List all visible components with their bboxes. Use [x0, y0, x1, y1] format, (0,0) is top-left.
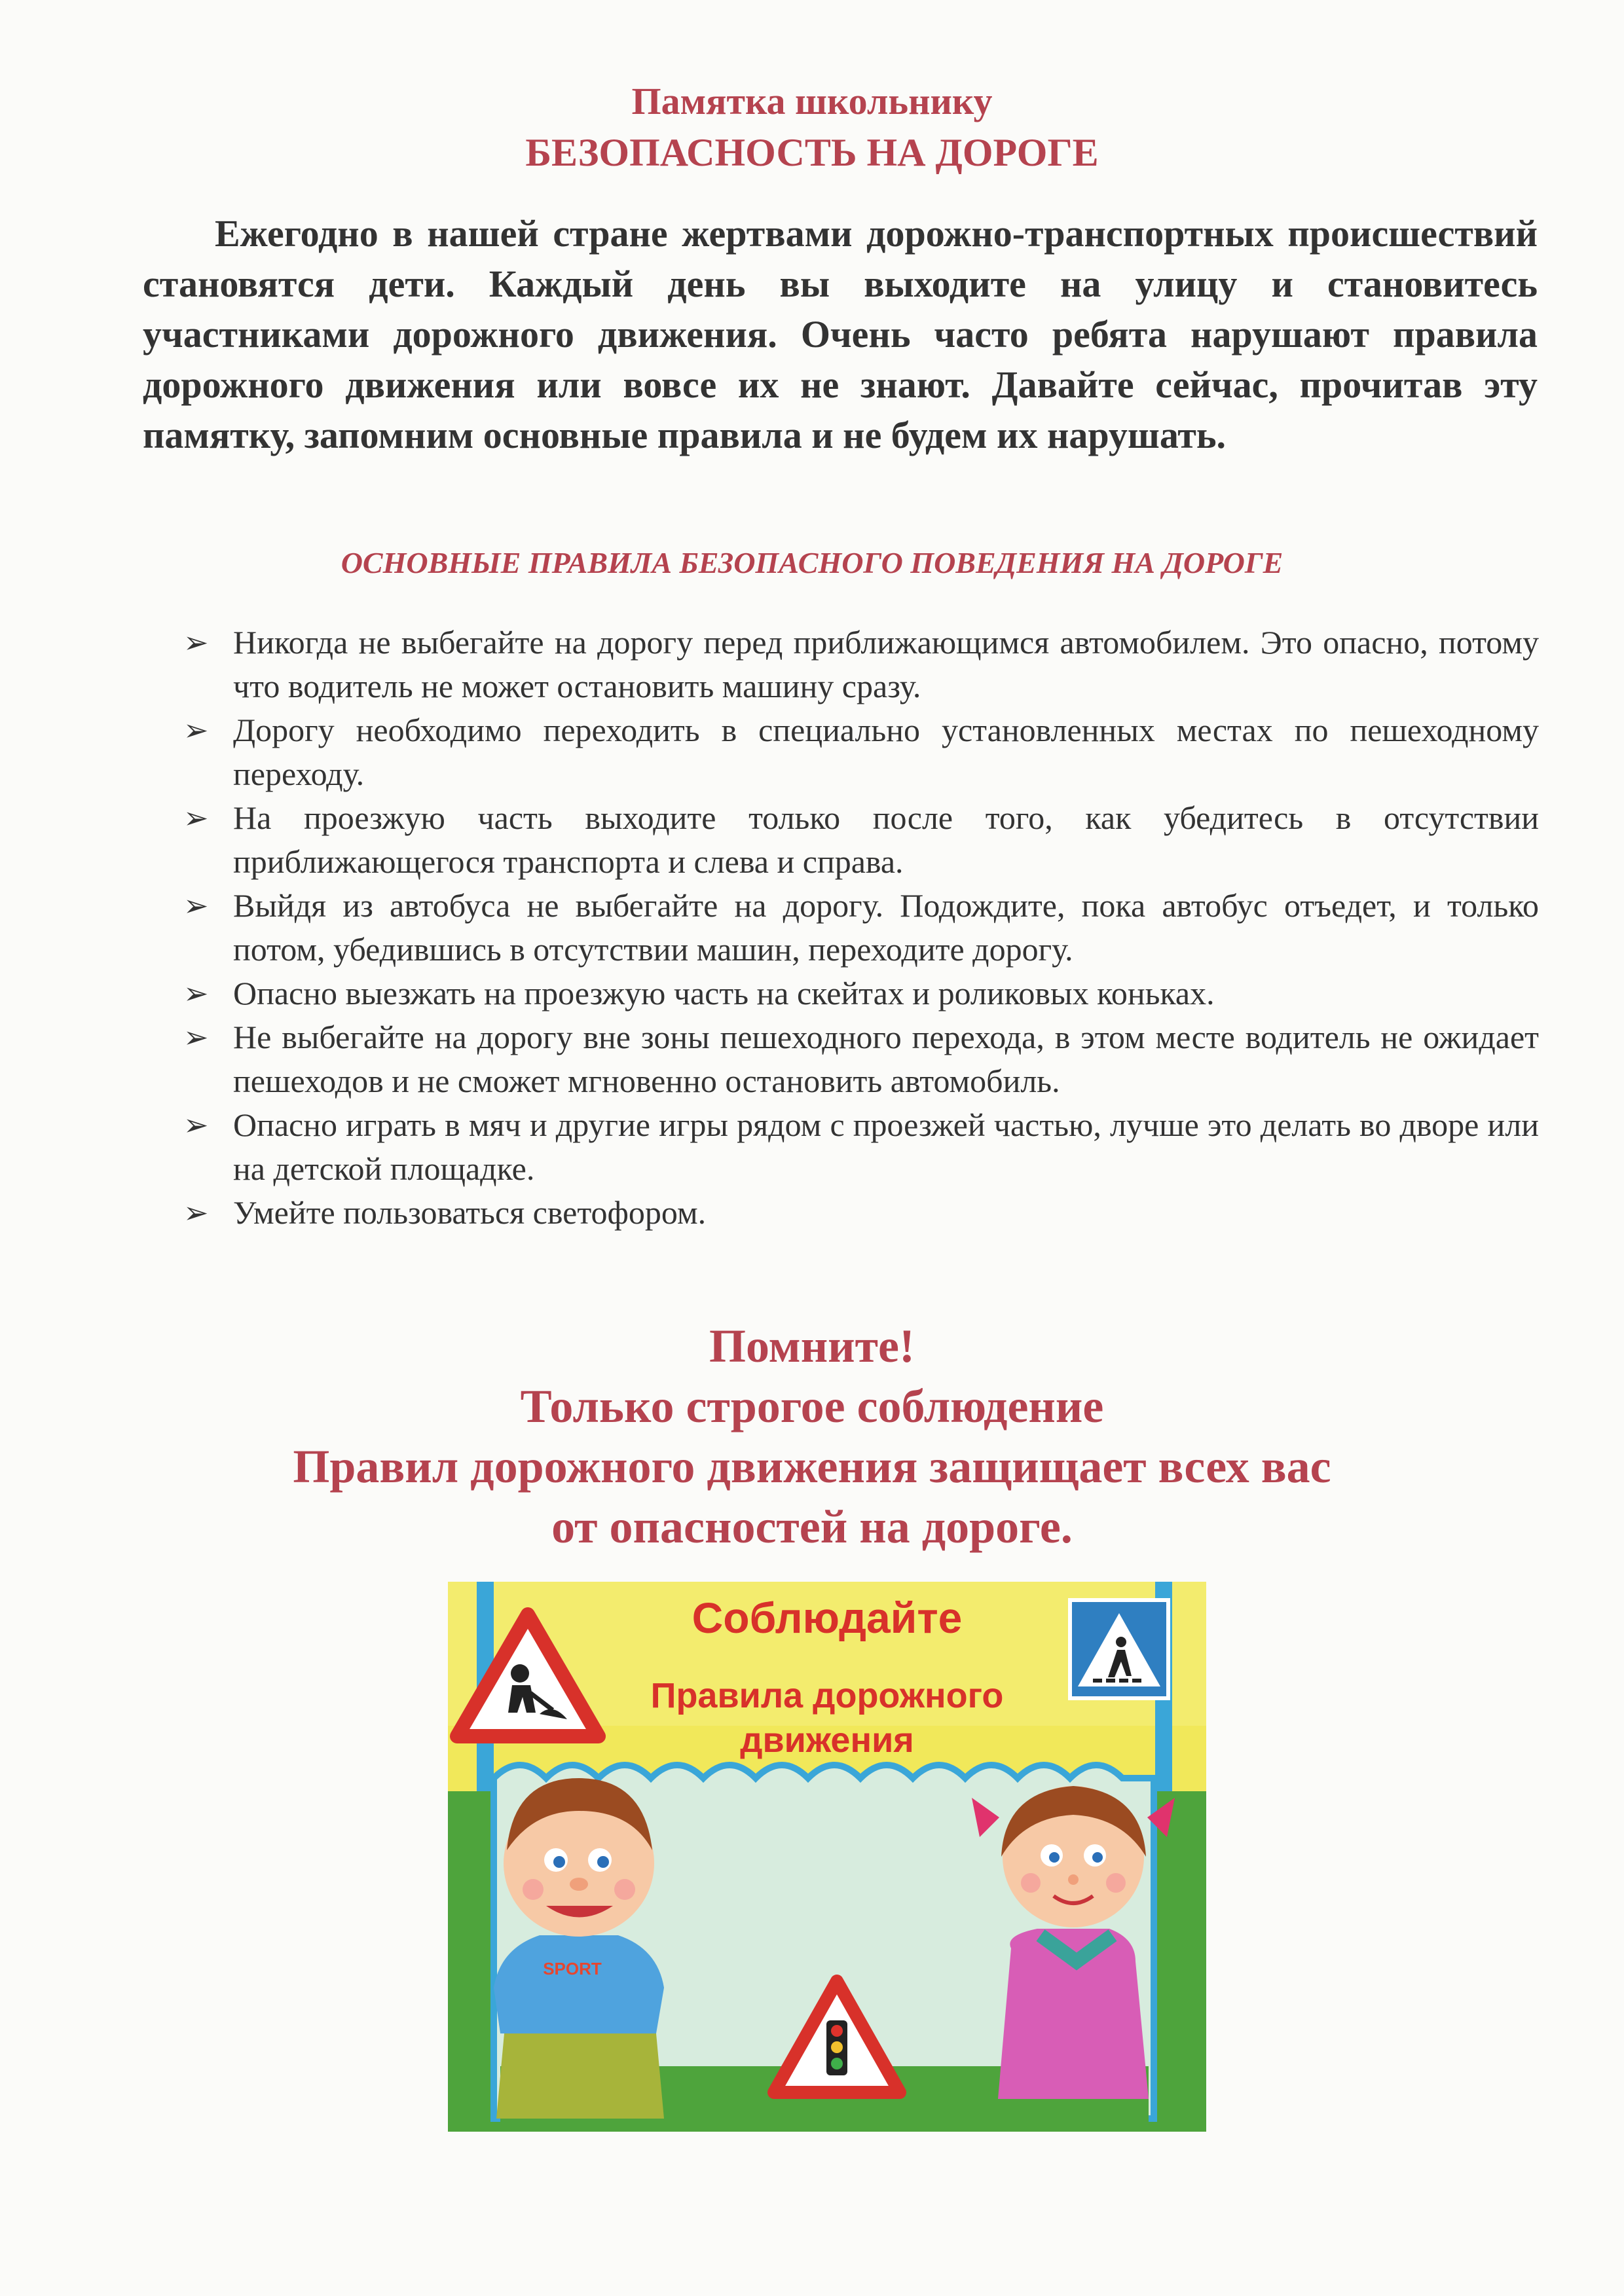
rule-item	[183, 796, 1539, 884]
rule-text: Не выбегайте на дорогу вне зоны пешеходного перехода, в этом месте водитель не ожидает пешеходов и не сможет мгновенно остановить автомобиль.	[233, 1019, 1539, 1099]
rule-item	[183, 972, 1539, 1015]
memo-subtitle: Памятка школьнику	[631, 80, 993, 122]
poster-title: Соблюдайте	[692, 1594, 963, 1642]
rules-list	[183, 621, 1539, 1235]
remember-line-2: Только строгое соблюдение	[520, 1380, 1104, 1432]
rule-item	[183, 621, 1539, 708]
memo-header	[0, 77, 1624, 179]
arrow-bullet-icon: ➢	[183, 1019, 209, 1055]
arrow-bullet-icon: ➢	[183, 975, 209, 1011]
arrow-bullet-icon: ➢	[183, 1107, 209, 1142]
rule-text: Опасно играть в мяч и другие игры рядом с проезжей частью, лучше это делать во дворе или на детской площадке.	[233, 1106, 1539, 1187]
rule-text: Опасно выезжать на проезжую часть на скейтах и роликовых коньках.	[233, 975, 1215, 1011]
remember-callout	[0, 1316, 1624, 1557]
rule-text: Умейте пользоваться светофором.	[233, 1194, 707, 1231]
rule-item	[183, 1103, 1539, 1191]
arrow-bullet-icon: ➢	[183, 888, 209, 923]
arrow-bullet-icon: ➢	[183, 1195, 209, 1230]
rule-item	[183, 884, 1539, 972]
arrow-bullet-icon: ➢	[183, 625, 209, 660]
poster-subtitle-line2: движения	[740, 1721, 914, 1760]
poster-subtitle-line1: Правила дорожного	[650, 1676, 1004, 1715]
rule-text: Никогда не выбегайте на дорогу перед приближающимся автомобилем. Это опасно, потому что водитель не может остановить машину сразу.	[233, 624, 1539, 704]
pedestrian-crossing-sign-icon	[1070, 1600, 1168, 1698]
memo-title: БЕЗОПАСНОСТЬ НА ДОРОГЕ	[525, 131, 1099, 174]
rule-text: На проезжую часть выходите только после того, как убедитесь в отсутствии приближающегося транспорта и слева и справа.	[233, 799, 1539, 880]
boy-shirt-text: SPORT	[543, 1959, 602, 1978]
remember-line-1: Помните!	[709, 1320, 915, 1372]
poster-illustration	[448, 1582, 1206, 2132]
remember-line-4: от опасностей на дороге.	[551, 1501, 1073, 1553]
rule-text: Дорогу необходимо переходить в специально установленных местах по пешеходному переходу.	[233, 712, 1539, 792]
rule-item	[183, 1015, 1539, 1103]
arrow-bullet-icon: ➢	[183, 800, 209, 835]
rule-item	[183, 708, 1539, 796]
traffic-rules-poster	[448, 1582, 1206, 2132]
intro-paragraph: Ежегодно в нашей стране жертвами дорожно-транспортных происшествий становятся дети. Каждый день вы выходите на улицу и становитесь участниками дорожного движения. Очень часто ребята нарушают правила дорожного движения или вовсе их не знают. Давайте сейчас, прочитав эту памятку, запомним основные правила и не будем их нарушать.	[143, 212, 1538, 456]
rule-text: Выйдя из автобуса не выбегайте на дорогу. Подождите, пока автобус отъедет, и только потом, убедившись в отсутствии машин, переходите дорогу.	[233, 887, 1539, 968]
rule-item	[183, 1191, 1539, 1235]
remember-line-3: Правил дорожного движения защищает всех вас	[293, 1440, 1331, 1493]
rules-heading: ОСНОВНЫЕ ПРАВИЛА БЕЗОПАСНОГО ПОВЕДЕНИЯ НА ДОРОГЕ	[341, 546, 1283, 579]
boy-illustration	[494, 1778, 664, 2119]
arrow-bullet-icon: ➢	[183, 712, 209, 748]
